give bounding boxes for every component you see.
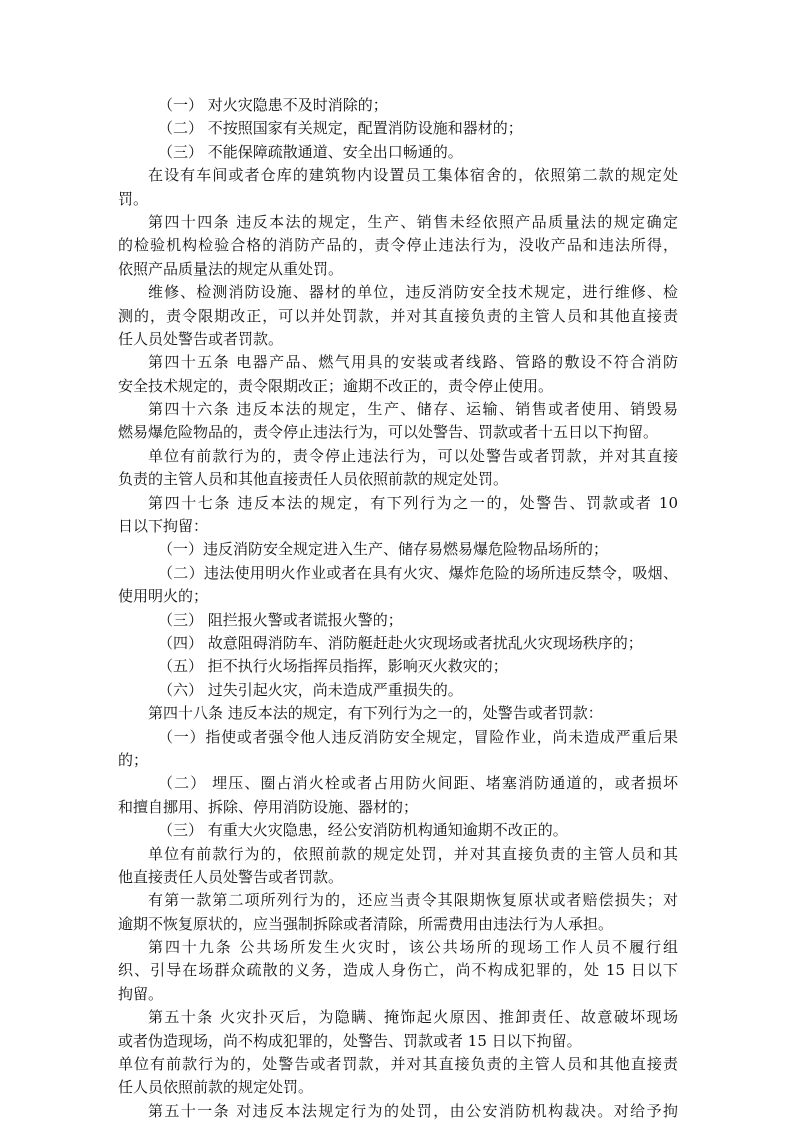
text-line: （六） 过失引起火灾，尚未造成严重损失的。: [158, 680, 463, 699]
text-line: 单位有前款行为的，责令停止违法行为，可以处警告或者罚款，并对其直接: [148, 446, 678, 465]
text-line: 或者伪造现场，尚不构成犯罪的，处警告、罚款或者 15 日以下拘留。: [118, 1031, 582, 1050]
text-line: 的；: [118, 750, 149, 769]
text-line: 拘留。: [118, 984, 164, 1003]
text-line: 第四十七条 违反本法的规定，有下列行为之一的，处警告、罚款或者 10: [148, 493, 678, 512]
text-line: 的检验机构检验合格的消防产品的，责令停止违法行为，没收产品和违法所得，: [118, 236, 678, 255]
text-line: 第四十六条 违反本法的规定，生产、储存、运输、销售或者使用、销毁易: [148, 400, 678, 419]
text-line: 第四十五条 电器产品、燃气用具的安装或者线路、管路的敷设不符合消防: [148, 353, 678, 372]
text-line: （二）违法使用明火作业或者在具有火灾、爆炸危险的场所违反禁令，吸烟、: [158, 563, 678, 582]
text-line: （三） 有重大火灾隐患，经公安消防机构通知逾期不改正的。: [158, 821, 568, 840]
text-line: 安全技术规定的，责令限期改正；逾期不改正的，责令停止使用。: [118, 376, 554, 395]
text-line: （二） 埋压、圈占消火栓或者占用防火间距、堵塞消防通道的，或者损坏: [158, 774, 678, 793]
text-line: 任人员处警告或者罚款。: [118, 329, 284, 348]
text-line: 第五十条 火灾扑灭后，为隐瞒、掩饰起火原因、推卸责任、故意破坏现场: [148, 1008, 678, 1027]
text-line: 第五十一条 对违反本法规定行为的处罚，由公安消防机构裁决。对给予拘: [148, 1101, 678, 1120]
text-line: （一）指使或者强令他人违反消防安全规定，冒险作业，尚未造成严重后果: [158, 727, 678, 746]
text-line: 日以下拘留：: [118, 517, 209, 536]
text-line: 燃易爆危险物品的，责令停止违法行为，可以处警告、罚款或者十五日以下拘留。: [118, 423, 659, 442]
text-line: 负责的主管人员和其他直接责任人员依照前款的规定处罚。: [118, 470, 509, 489]
document-body: [118, 94, 678, 1123]
text-line: （三） 不能保障疏散通道、安全出口畅通的。: [158, 142, 463, 161]
text-line: 第四十四条 违反本法的规定，生产、销售未经依照产品质量法的规定确定: [148, 212, 678, 231]
text-line: 他直接责任人员处警告或者罚款。: [118, 867, 344, 886]
text-line: 单位有前款行为的，依照前款的规定处罚，并对其直接负责的主管人员和其: [148, 844, 678, 863]
text-line: （一）违反消防安全规定进入生产、储存易燃易爆危险物品场所的；: [158, 540, 609, 559]
text-line: 罚。: [118, 189, 149, 208]
text-line: （三） 阻拦报火警或者谎报火警的；: [158, 610, 403, 629]
text-line: （一） 对火灾隐患不及时消除的；: [158, 96, 388, 114]
text-line: 使用明火的；: [118, 587, 209, 606]
text-line: 在设有车间或者仓库的建筑物内设置员工集体宿舍的，依照第二款的规定处: [148, 166, 678, 185]
text-line: 维修、检测消防设施、器材的单位，违反消防安全技术规定，进行维修、检: [148, 283, 678, 302]
text-line: （五） 拒不执行火场指挥员指挥，影响灭火救灾的；: [158, 657, 508, 676]
text-line: 测的，责令限期改正，可以并处罚款，并对其直接负责的主管人员和其他直接责: [118, 306, 678, 325]
text-line: 织、引导在场群众疏散的义务，造成人身伤亡，尚不构成犯罪的，处 15 日以下: [118, 961, 678, 980]
text-line: （二） 不按照国家有关规定，配置消防设施和器材的；: [158, 119, 523, 138]
text-line: 第四十九条 公共场所发生火灾时，该公共场所的现场工作人员不履行组: [148, 938, 678, 957]
text-line: 第四十八条 违反本法的规定，有下列行为之一的，处警告或者罚款：: [148, 704, 603, 723]
text-line: 和擅自挪用、拆除、停用消防设施、器材的；: [118, 797, 419, 816]
text-line: 有第一款第二项所列行为的，还应当责令其限期恢复原状或者赔偿损失；对: [148, 891, 678, 910]
text-line: 任人员依照前款的规定处罚。: [118, 1078, 314, 1097]
text-line: 单位有前款行为的，处警告或者罚款，并对其直接负责的主管人员和其他直接责: [118, 1055, 678, 1074]
text-line: （四） 故意阻碍消防车、消防艇赶赴火灾现场或者扰乱火灾现场秩序的；: [158, 633, 643, 652]
text-line: 逾期不恢复原状的，应当强制拆除或者清除，所需费用由违法行为人承担。: [118, 914, 614, 933]
text-line: 依照产品质量法的规定从重处罚。: [118, 259, 344, 278]
